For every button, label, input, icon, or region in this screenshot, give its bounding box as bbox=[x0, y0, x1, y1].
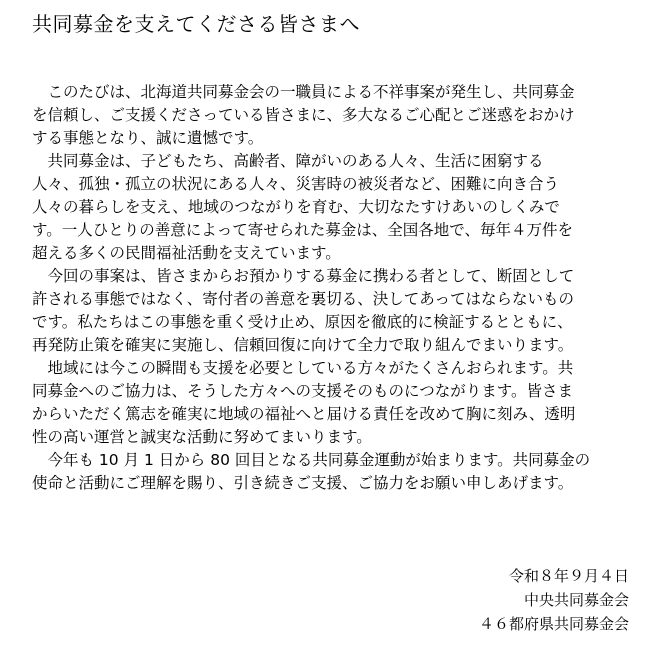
text-line: このたびは、北海道共同募金会の一職員による不祥事案が発生し、共同募金 bbox=[32, 83, 575, 101]
text-line: を信頼し、ご支援くださっている皆さまに、多大なるご心配とご迷惑をおかけ bbox=[32, 106, 575, 124]
paragraph-about-fund bbox=[32, 150, 632, 265]
text-line: 使命と活動にご理解を賜り、引き続きご支援、ご協力をお願い申しあげます。 bbox=[32, 474, 574, 492]
text-line: 再発防止策を確実に実施し、信頼回復に向けて全力で取り組んでまいります。 bbox=[32, 336, 574, 354]
paragraph-apology bbox=[32, 81, 632, 150]
text-line: 今年も 10 月 1 日から 80 回目となる共同募金運動が始まります。共同募金の bbox=[32, 451, 591, 469]
text-line: 人々の暮らしを支え、地域のつながりを育む、大切なたすけあいのしくみで bbox=[32, 198, 560, 216]
text-line: 同募金へのご協力は、そうした方々への支援そのものにつながります。皆さま bbox=[32, 382, 573, 400]
letter-signature bbox=[479, 564, 629, 636]
paragraph-commitment bbox=[32, 265, 632, 357]
paragraph-responsibility bbox=[32, 357, 632, 449]
signature-org-prefectural: ４６都府県共同募金会 bbox=[478, 615, 629, 633]
letter-body bbox=[32, 81, 632, 495]
letter-title: 共同募金を支えてくださる皆さまへ bbox=[32, 12, 360, 36]
text-line: 超える多くの民間福祉活動を支えています。 bbox=[32, 244, 341, 262]
signature-org-central: 中央共同募金会 bbox=[523, 591, 629, 609]
text-line: からいただく篤志を確実に地域の福祉へと届ける責任を改めて胸に刻み、透明 bbox=[32, 405, 576, 423]
text-line: 許される事態ではなく、寄付者の善意を裏切る、決してあってはならないもの bbox=[32, 290, 575, 308]
paragraph-campaign bbox=[32, 449, 632, 495]
text-line: する事態となり、誠に遺憾です。 bbox=[32, 129, 264, 147]
text-line: です。私たちはこの事態を重く受け止め、原因を徹底的に検証するとともに、 bbox=[32, 313, 573, 331]
text-line: 共同募金は、子どもたち、高齢者、障がいのある人々、生活に困窮する bbox=[32, 152, 544, 170]
text-line: す。一人ひとりの善意によって寄せられた募金は、全国各地で、毎年４万件を bbox=[32, 221, 573, 239]
text-line: 今回の事案は、皆さまからお預かりする募金に携わる者として、断固として bbox=[32, 267, 575, 285]
text-line: 性の高い運営と誠実な活動に努めてまいります。 bbox=[32, 428, 372, 446]
signature-date: 令和８年９月４日 bbox=[508, 567, 629, 585]
text-line: 人々、孤独・孤立の状況にある人々、災害時の被災者など、困難に向き合う bbox=[32, 175, 560, 193]
text-line: 地域には今この瞬間も支援を必要としている方々がたくさんおられます。共 bbox=[32, 359, 574, 377]
